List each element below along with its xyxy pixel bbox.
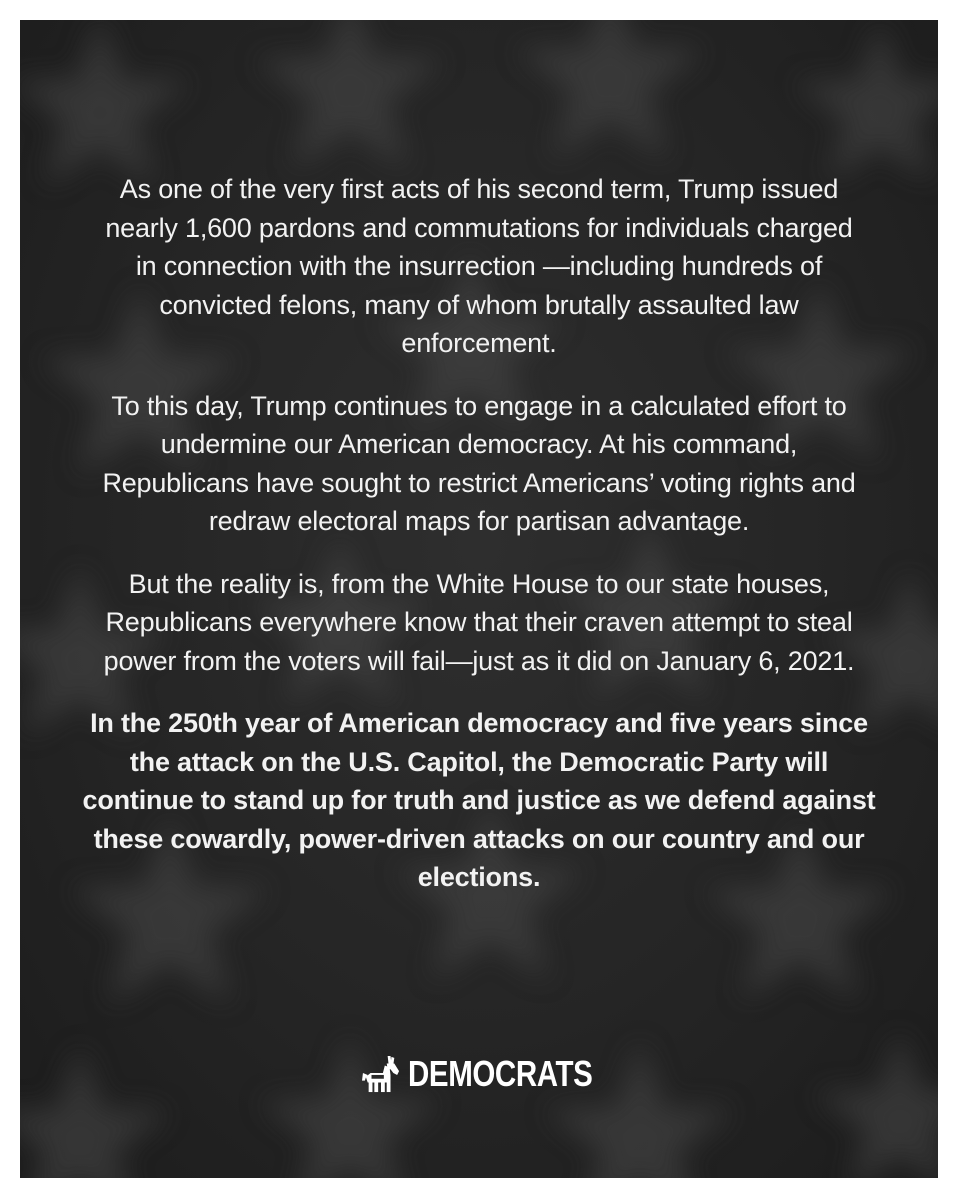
- paragraph-reality: But the reality is, from the White House to our state houses, Republicans everywhere know that their craven attempt to steal power from the voters will fail—just as it did on January 6, 2021.: [103, 568, 855, 676]
- democrats-logo: [20, 1053, 938, 1095]
- paragraph-closing: In the 250th year of American democracy and five years since the attack on the U.S. Capitol, the Democratic Party will continue to stand up for truth and justice as we defend against these cowardly, power-driven attacks on our country and our elections.: [82, 708, 876, 892]
- statement-body: [20, 170, 938, 921]
- donkey-icon: [362, 1054, 400, 1094]
- paragraph-democracy: To this day, Trump continues to engage in a calculated effort to undermine our American democracy. At his command, Republicans have sought to restrict Americans’ voting rights and redraw electoral maps for partisan advantage.: [102, 390, 856, 536]
- logo-wordmark: DEMOCRATS: [407, 1053, 592, 1094]
- poster: [20, 20, 938, 1178]
- paragraph-pardons: As one of the very first acts of his second term, Trump issued nearly 1,600 pardons and commutations for individuals charged in connection with the insurrection —including hundreds of convicted felons, many of whom brutally assaulted law enforcement.: [105, 174, 853, 358]
